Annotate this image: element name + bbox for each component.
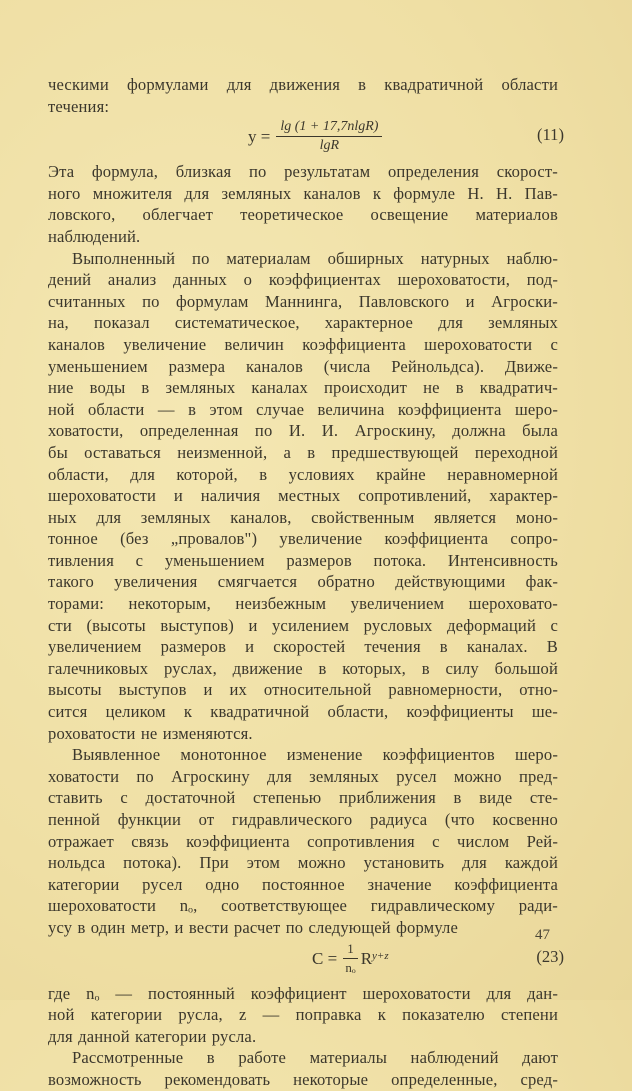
- formula-numerator: lg (1 + 17,7nlgR): [276, 119, 382, 137]
- text-line: нольдса потока). При этом можно установить для каждой: [48, 853, 558, 873]
- text-line: считанных по формулам Маннинга, Павловского и Агроски-: [48, 291, 558, 311]
- text-line: возможность рекомендовать некоторые определенные, сред-: [48, 1069, 558, 1089]
- formula-fraction: [343, 941, 358, 977]
- text-line: ние воды в земляных каналах происходит не в квадратич-: [48, 378, 558, 398]
- text-line: шероховатости и наличия местных сопротивлений, характер-: [48, 486, 558, 506]
- formula-exponent: y+z: [372, 949, 389, 962]
- text-line: ческими формулами для движения в квадратичной области: [48, 75, 558, 94]
- text-line: Выполненный по материалам обширных натурных наблю-: [72, 248, 558, 268]
- text-line: роховатости не изменяются.: [48, 723, 253, 743]
- page-number: 47: [535, 927, 550, 943]
- text-line: сится целиком к квадратичной области, коэффициенты ше-: [48, 702, 558, 722]
- text-line: Эта формула, близкая по результатам определения скорост-: [48, 162, 558, 182]
- text-line: для данной категории русла.: [48, 1026, 257, 1046]
- formula-11: [48, 117, 564, 161]
- text-line: на, показал систематическое, характерное для земляных: [48, 313, 558, 333]
- equation-number: (11): [536, 125, 564, 145]
- text-line: ховатости, определенная по И. И. Агроскину, должна была: [48, 421, 558, 441]
- formula-lhs: у =: [248, 127, 271, 147]
- text-line: ных для земляных каналов, свойственным является моно-: [48, 507, 558, 527]
- text-line: тонное (без „провалов") увеличение коэффициента сопро-: [48, 529, 558, 549]
- text-line: ного множителя для земляных каналов к формуле Н. Н. Пав-: [48, 183, 558, 203]
- text-line: наблюдений.: [48, 226, 141, 246]
- text-line: усу в один метр, и вести расчет по следующей формуле: [48, 917, 458, 937]
- text-line: ловского, облегчает теоретическое освещение материалов: [48, 205, 558, 225]
- text-line: где nₒ — постоянный коэффициент шероховатости для дан-: [48, 983, 558, 1003]
- text-line: высоты выступов и их относительной равномерности, отно-: [48, 680, 558, 700]
- text-line: ховатости по Агроскину для земляных русел можно пред-: [48, 766, 558, 786]
- formula-23: [48, 939, 564, 983]
- formula-lhs: C =: [312, 948, 338, 968]
- text-line: каналов увеличение величин коэффициента шероховатости с: [48, 334, 558, 354]
- text-line: галечниковых руслах, движение в которых, в силу большой: [48, 658, 558, 678]
- text-line: тивления с уменьшением размеров потока. Интенсивность: [48, 550, 558, 570]
- text-line: такого увеличения смягчается обратно действующими фак-: [48, 572, 558, 592]
- text-line: пенной функции от гидравлического радиуса (что косвенно: [48, 810, 558, 829]
- text-line: бы оставаться неизменной, а в предшествующей переходной: [48, 442, 558, 462]
- text-line: категории русел одно постоянное значение коэффициента: [48, 874, 558, 894]
- page-body: [48, 74, 564, 1091]
- formula-denominator: nₒ: [345, 959, 356, 975]
- text-line: уменьшением размера каналов (числа Рейнольдса). Движе-: [48, 356, 558, 376]
- text-line: дений анализ данных о коэффициентах шероховатости, под-: [48, 270, 558, 290]
- text-line: Рассмотренные в работе материалы наблюдений дают: [72, 1048, 558, 1068]
- text-line: увеличением размеров и скоростей течения в каналах. В: [48, 637, 558, 657]
- text-line: отражает связь коэффициента сопротивления с числом Рей-: [48, 831, 558, 851]
- formula-fraction: [276, 119, 382, 155]
- text-line: ной категории русла, z — поправка к показателю степени: [48, 1005, 558, 1025]
- text-line: сти (высоты выступов) и усилением русловых деформаций с: [48, 615, 558, 635]
- formula-denominator: lgR: [319, 138, 340, 154]
- formula-base: R: [360, 948, 373, 968]
- equation-number: (23): [536, 946, 564, 966]
- text-line: ставить с достаточной степенью приближения в виде сте-: [48, 788, 558, 808]
- text-line: области, для которой, в условиях крайне неравномерной: [48, 464, 558, 484]
- text-line: Выявленное монотонное изменение коэффициентов шеро-: [72, 745, 558, 765]
- text-line: течения:: [48, 96, 110, 116]
- text-line: торами: некоторым, неизбежным увеличением шероховато-: [48, 594, 558, 614]
- text-line: ной области — в этом случае величина коэффициента шеро-: [48, 399, 558, 419]
- formula-numerator: 1: [343, 941, 358, 959]
- text-line: шероховатости nₒ, соответствующее гидравлическому ради-: [48, 896, 558, 916]
